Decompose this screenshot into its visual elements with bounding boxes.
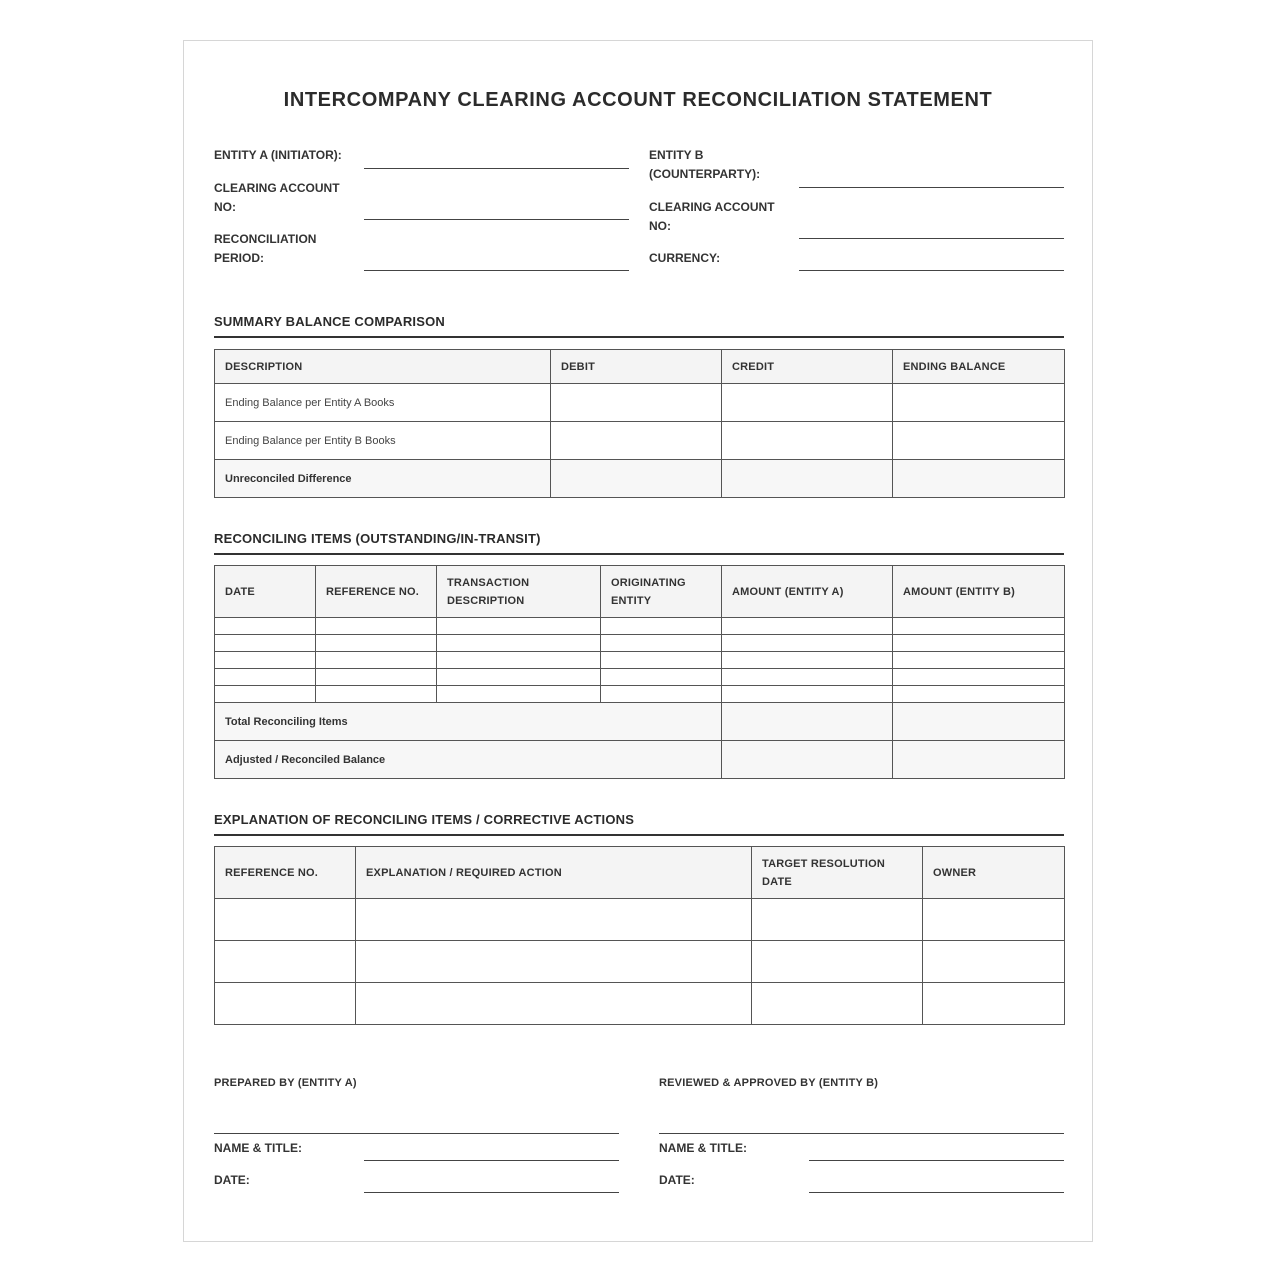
reference-cell[interactable]: [215, 899, 356, 941]
table-row: [215, 618, 1065, 635]
total-entity-b-cell[interactable]: [893, 703, 1065, 741]
entity-a-field[interactable]: [364, 168, 629, 169]
amount-entity-b-cell[interactable]: [893, 635, 1065, 652]
description-cell[interactable]: [437, 669, 601, 686]
clearing-account-a-label: CLEARING ACCOUNT NO:: [214, 181, 340, 214]
reference-cell[interactable]: [316, 686, 437, 703]
debit-cell[interactable]: [551, 460, 722, 498]
currency-field[interactable]: [799, 270, 1064, 271]
credit-cell[interactable]: [722, 384, 893, 422]
col-owner: OWNER: [923, 847, 1065, 899]
amount-entity-b-cell[interactable]: [893, 669, 1065, 686]
explanation-cell[interactable]: [356, 983, 752, 1025]
target-date-cell[interactable]: [752, 941, 923, 983]
reference-cell[interactable]: [316, 635, 437, 652]
debit-cell[interactable]: [551, 422, 722, 460]
originating-entity-cell[interactable]: [601, 618, 722, 635]
amount-entity-a-cell[interactable]: [722, 669, 893, 686]
reference-cell[interactable]: [316, 669, 437, 686]
summary-table: [214, 349, 1065, 498]
table-row: [215, 703, 1065, 741]
col-reference: REFERENCE NO.: [316, 566, 437, 618]
col-credit: CREDIT: [722, 350, 893, 384]
col-debit: DEBIT: [551, 350, 722, 384]
row-label: Ending Balance per Entity B Books: [215, 422, 551, 460]
originating-entity-cell[interactable]: [601, 652, 722, 669]
amount-entity-a-cell[interactable]: [722, 635, 893, 652]
reconciling-heading: RECONCILING ITEMS (OUTSTANDING/IN-TRANSIT): [214, 531, 1064, 555]
table-row: [215, 652, 1065, 669]
amount-entity-a-cell[interactable]: [722, 618, 893, 635]
description-cell[interactable]: [437, 635, 601, 652]
col-date: DATE: [215, 566, 316, 618]
col-transaction-description: TRANSACTION DESCRIPTION: [437, 566, 601, 618]
col-amount-entity-a: AMOUNT (ENTITY A): [722, 566, 893, 618]
col-ending-balance: ENDING BALANCE: [893, 350, 1065, 384]
originating-entity-cell[interactable]: [601, 686, 722, 703]
table-row: [215, 669, 1065, 686]
owner-cell[interactable]: [923, 941, 1065, 983]
table-row: [215, 741, 1065, 779]
amount-entity-a-cell[interactable]: [722, 652, 893, 669]
entity-a-label: ENTITY A (INITIATOR):: [214, 148, 342, 162]
col-originating-entity: ORIGINATING ENTITY: [601, 566, 722, 618]
target-date-cell[interactable]: [752, 899, 923, 941]
date-cell[interactable]: [215, 652, 316, 669]
adjusted-label: Adjusted / Reconciled Balance: [215, 741, 722, 779]
currency-label: CURRENCY:: [649, 251, 721, 265]
prepared-name-title-field[interactable]: [364, 1160, 619, 1161]
amount-entity-b-cell[interactable]: [893, 686, 1065, 703]
owner-cell[interactable]: [923, 983, 1065, 1025]
reconciliation-period-field[interactable]: [364, 270, 629, 271]
reviewed-date-field[interactable]: [809, 1192, 1064, 1193]
reviewed-name-title-label: NAME & TITLE:: [659, 1141, 747, 1155]
reference-cell[interactable]: [215, 983, 356, 1025]
prepared-name-title-label: NAME & TITLE:: [214, 1141, 302, 1155]
amount-entity-b-cell[interactable]: [893, 652, 1065, 669]
date-cell[interactable]: [215, 686, 316, 703]
col-amount-entity-b: AMOUNT (ENTITY B): [893, 566, 1065, 618]
entity-b-label: ENTITY B (COUNTERPARTY):: [649, 148, 761, 181]
reference-cell[interactable]: [316, 618, 437, 635]
clearing-account-a-field[interactable]: [364, 219, 629, 220]
amount-entity-a-cell[interactable]: [722, 686, 893, 703]
reconciling-rows: [215, 618, 1065, 703]
entity-b-field[interactable]: [799, 187, 1064, 188]
summary-heading: SUMMARY BALANCE COMPARISON: [214, 314, 1064, 338]
target-date-cell[interactable]: [752, 983, 923, 1025]
explanation-cell[interactable]: [356, 899, 752, 941]
clearing-account-b-field[interactable]: [799, 238, 1064, 239]
prepared-signature-line[interactable]: [214, 1133, 619, 1134]
reconciliation-period-label: RECONCILIATION PERIOD:: [214, 232, 317, 265]
prepared-by-heading: PREPARED BY (ENTITY A): [214, 1077, 357, 1089]
ending-balance-cell[interactable]: [893, 422, 1065, 460]
explanation-heading: EXPLANATION OF RECONCILING ITEMS / CORRECTIVE ACTIONS: [214, 812, 1064, 836]
ending-balance-cell[interactable]: [893, 384, 1065, 422]
reconciling-table: [214, 565, 1065, 779]
originating-entity-cell[interactable]: [601, 635, 722, 652]
page-title: INTERCOMPANY CLEARING ACCOUNT RECONCILIATION STATEMENT: [283, 89, 993, 111]
col-reference: REFERENCE NO.: [215, 847, 356, 899]
col-description: DESCRIPTION: [215, 350, 551, 384]
credit-cell[interactable]: [722, 422, 893, 460]
adjusted-entity-b-cell[interactable]: [893, 741, 1065, 779]
table-row: [215, 422, 1065, 460]
table-row: [215, 384, 1065, 422]
total-label: Total Reconciling Items: [215, 703, 722, 741]
table-row: [215, 635, 1065, 652]
reviewed-by-heading: REVIEWED & APPROVED BY (ENTITY B): [659, 1077, 879, 1089]
explanation-table: [214, 846, 1065, 1025]
table-row: [215, 983, 1065, 1025]
row-label: Ending Balance per Entity A Books: [215, 384, 551, 422]
reference-cell[interactable]: [316, 652, 437, 669]
clearing-account-b-label: CLEARING ACCOUNT NO:: [649, 200, 775, 233]
total-entity-a-cell[interactable]: [722, 703, 893, 741]
ending-balance-cell[interactable]: [893, 460, 1065, 498]
description-cell[interactable]: [437, 686, 601, 703]
reviewed-signature-line[interactable]: [659, 1133, 1064, 1134]
owner-cell[interactable]: [923, 899, 1065, 941]
originating-entity-cell[interactable]: [601, 669, 722, 686]
explanation-cell[interactable]: [356, 941, 752, 983]
table-row: [215, 941, 1065, 983]
credit-cell[interactable]: [722, 460, 893, 498]
table-row: [215, 460, 1065, 498]
row-label: Unreconciled Difference: [215, 460, 551, 498]
col-target-resolution-date: TARGET RESOLUTION DATE: [752, 847, 923, 899]
reviewed-name-title-field[interactable]: [809, 1160, 1064, 1161]
amount-entity-b-cell[interactable]: [893, 618, 1065, 635]
prepared-date-label: DATE:: [214, 1173, 250, 1187]
description-cell[interactable]: [437, 652, 601, 669]
date-cell[interactable]: [215, 635, 316, 652]
adjusted-entity-a-cell[interactable]: [722, 741, 893, 779]
reviewed-date-label: DATE:: [659, 1173, 695, 1187]
debit-cell[interactable]: [551, 384, 722, 422]
reference-cell[interactable]: [215, 941, 356, 983]
table-row: [215, 899, 1065, 941]
table-row: [215, 686, 1065, 703]
prepared-date-field[interactable]: [364, 1192, 619, 1193]
explanation-rows: [215, 899, 1065, 1025]
col-explanation: EXPLANATION / REQUIRED ACTION: [356, 847, 752, 899]
reconciliation-form: [183, 40, 1093, 1242]
date-cell[interactable]: [215, 669, 316, 686]
description-cell[interactable]: [437, 618, 601, 635]
date-cell[interactable]: [215, 618, 316, 635]
